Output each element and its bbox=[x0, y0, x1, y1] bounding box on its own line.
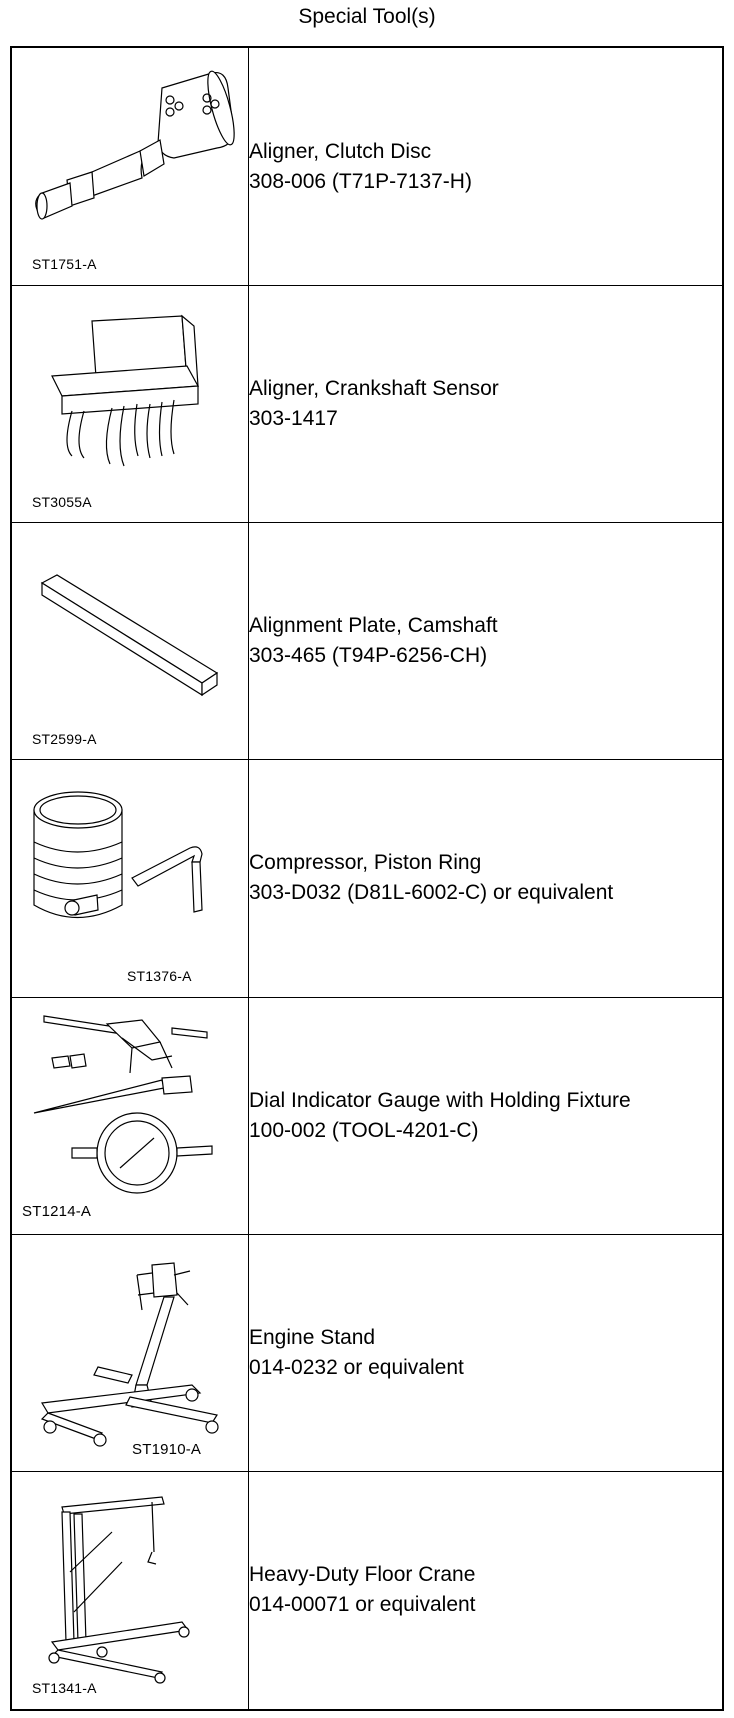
page-title: Special Tool(s) bbox=[298, 5, 436, 28]
tool-illustration-cell bbox=[11, 1471, 249, 1710]
tool-description-cell bbox=[249, 997, 724, 1234]
tool-description-cell bbox=[249, 523, 724, 760]
tool-code: ST1341-A bbox=[32, 1679, 97, 1696]
tool-code: ST1751-A bbox=[32, 256, 97, 272]
tool-code: ST3055A bbox=[32, 494, 92, 511]
tool-code: ST1214-A bbox=[22, 1202, 92, 1220]
tool-number: 014-00071 or equivalent bbox=[249, 1593, 476, 1617]
tool-code: ST2599-A bbox=[32, 731, 97, 748]
tool-name: Aligner, Clutch Disc bbox=[249, 139, 432, 163]
tool-number: 303-1417 bbox=[249, 407, 338, 431]
tool-code: ST1376-A bbox=[127, 968, 192, 985]
camshaft-alignment-plate-icon bbox=[12, 523, 248, 760]
tool-number: 303-465 (T94P-6256-CH) bbox=[249, 644, 488, 668]
tool-illustration-cell bbox=[11, 760, 249, 997]
tool-number: 303-D032 (D81L-6002-C) or equivalent bbox=[249, 881, 614, 905]
clutch-disc-aligner-icon bbox=[12, 48, 248, 285]
piston-ring-compressor-icon bbox=[12, 760, 248, 997]
tool-number: 100-002 (TOOL-4201-C) bbox=[249, 1118, 479, 1142]
crankshaft-sensor-aligner-icon bbox=[12, 286, 248, 523]
tool-description-cell bbox=[249, 760, 724, 997]
table-row bbox=[11, 1234, 723, 1471]
tool-illustration-cell bbox=[11, 286, 249, 523]
table-row bbox=[11, 997, 723, 1234]
tool-name: Compressor, Piston Ring bbox=[249, 851, 482, 875]
tool-illustration-cell bbox=[11, 523, 249, 760]
tool-number: 308-006 (T71P-7137-H) bbox=[249, 169, 472, 193]
dial-indicator-gauge-icon bbox=[12, 998, 248, 1235]
tool-name: Dial Indicator Gauge with Holding Fixture bbox=[249, 1088, 631, 1112]
tool-illustration-cell bbox=[11, 1234, 249, 1471]
floor-crane-icon bbox=[12, 1472, 248, 1709]
tool-number: 014-0232 or equivalent bbox=[249, 1355, 464, 1379]
tool-description-cell bbox=[249, 1471, 724, 1710]
engine-stand-icon bbox=[12, 1235, 248, 1472]
tool-description-cell bbox=[249, 286, 724, 523]
table-row bbox=[11, 1471, 723, 1710]
table-row bbox=[11, 523, 723, 760]
table-row bbox=[11, 47, 723, 286]
tool-code: ST1910-A bbox=[132, 1440, 202, 1458]
special-tools-table bbox=[10, 46, 724, 1711]
tool-description-cell bbox=[249, 47, 724, 286]
tool-name: Heavy-Duty Floor Crane bbox=[249, 1563, 476, 1587]
table-row bbox=[11, 286, 723, 523]
tool-illustration-cell bbox=[11, 997, 249, 1234]
tool-description-cell bbox=[249, 1234, 724, 1471]
tool-name: Engine Stand bbox=[249, 1325, 376, 1349]
table-row bbox=[11, 760, 723, 997]
tool-illustration-cell bbox=[11, 47, 249, 286]
tool-name: Alignment Plate, Camshaft bbox=[249, 614, 498, 638]
tool-name: Aligner, Crankshaft Sensor bbox=[249, 377, 499, 401]
